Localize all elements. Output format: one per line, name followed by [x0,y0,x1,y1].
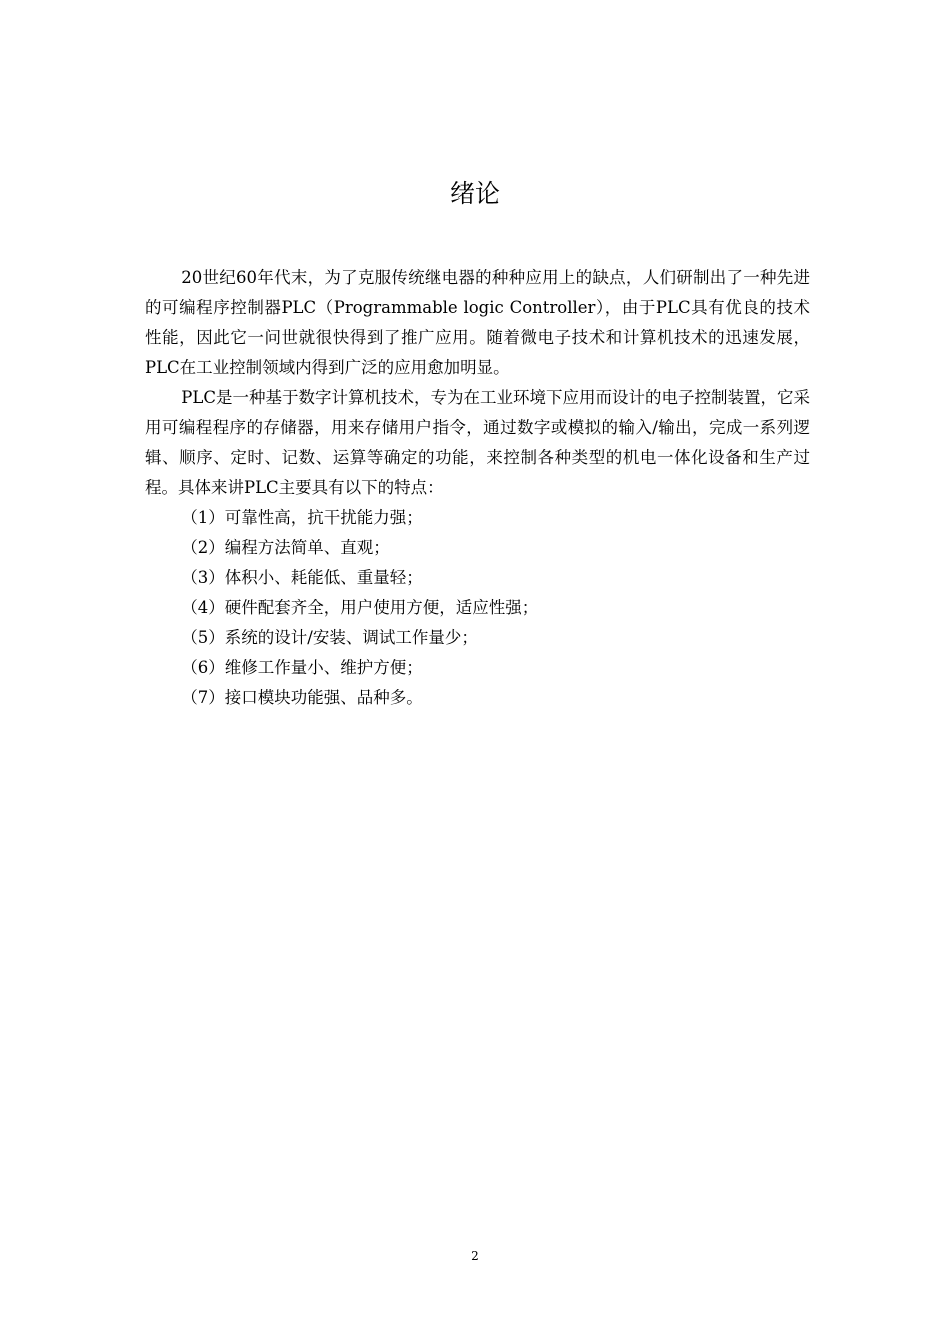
list-item: （1）可靠性高，抗干扰能力强； [181,508,423,527]
page-number: 2 [471,1249,479,1263]
list-item: （6）维修工作量小、维护方便； [181,658,423,677]
list-item: （5）系统的设计/安装、调试工作量少； [181,628,478,647]
paragraph-intro: 20世纪60年代末，为了克服传统继电器的种种应用上的缺点，人们研制出了一种先进的可编程序控制器PLC（Programmable logic Controller），由于PLC具有优良的技术性能，因此它一问世就很快得到了推广应用。随着微电子技术和计算机技术的迅速发展，PLC在工业控制领域内得到广泛的应用愈加明显。 [145,268,810,377]
page-title: 绪论 [449,178,500,208]
list-item: （4）硬件配套齐全，用户使用方便，适应性强； [181,598,539,617]
list-item: （2）编程方法简单、直观； [181,538,390,557]
body-text [145,263,810,713]
feature-list [145,503,810,713]
list-item: （3）体积小、耗能低、重量轻； [181,568,423,587]
paragraph-plc-definition: PLC是一种基于数字计算机技术，专为在工业环境下应用而设计的电子控制装置，它采用可编程程序的存储器，用来存储用户指令，通过数字或模拟的输入/输出，完成一系列逻辑、顺序、定时、记数、运算等确定的功能，来控制各种类型的机电一体化设备和生产过程。具体来讲PLC主要具有以下的特点： [145,388,810,497]
list-item: （7）接口模块功能强、品种多。 [181,688,423,707]
